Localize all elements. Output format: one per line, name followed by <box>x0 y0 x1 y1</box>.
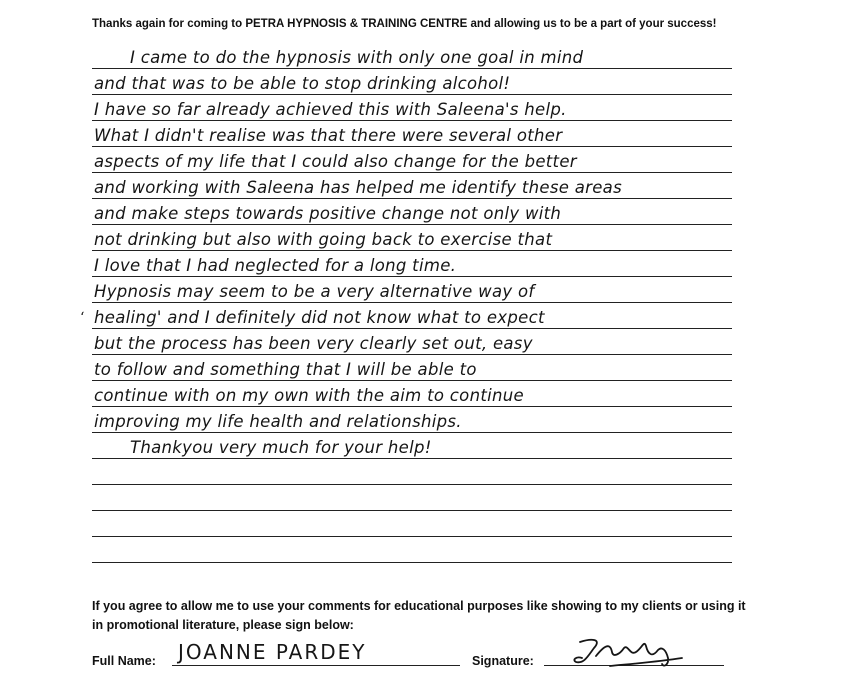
ruled-line <box>92 94 732 95</box>
ruled-line <box>92 302 732 303</box>
testimonial-line: not drinking but also with going back to exercise that <box>94 230 553 249</box>
ruled-line <box>92 198 732 199</box>
ruled-line <box>92 406 732 407</box>
ruled-line <box>92 146 732 147</box>
ruled-line <box>92 432 732 433</box>
ruled-line <box>92 380 732 381</box>
ruled-line <box>92 276 732 277</box>
testimonial-line: What I didn't realise was that there were several other <box>94 126 563 145</box>
ruled-line <box>92 484 732 485</box>
testimonial-line: and that was to be able to stop drinking alcohol! <box>94 74 511 93</box>
signature-row <box>92 640 732 670</box>
testimonial-line: but the process has been very clearly set out, easy <box>94 334 533 353</box>
testimonial-line: I came to do the hypnosis with only one goal in mind <box>130 48 584 67</box>
ruled-line <box>92 224 732 225</box>
ruled-line <box>92 510 732 511</box>
testimonial-line: and make steps towards positive change not only with <box>94 204 562 223</box>
ruled-line <box>92 458 732 459</box>
handwritten-signature[interactable] <box>570 636 690 670</box>
ruled-line <box>92 354 732 355</box>
testimonial-line: healing' and I definitely did not know what to expect <box>94 308 545 327</box>
form-intro-text: Thanks again for coming to PETRA HYPNOSIS & TRAINING CENTRE and allowing us to be a part of your success! <box>92 18 717 30</box>
testimonial-line: Hypnosis may seem to be a very alternative way of <box>94 282 535 301</box>
consent-text: If you agree to allow me to use your comments for educational purposes like showing to my clients or using it in promotional literature, please sign below: <box>92 599 746 632</box>
full-name-label: Full Name: <box>92 654 156 668</box>
opening-quote-mark: ‘ <box>80 310 85 326</box>
ruled-line <box>92 328 732 329</box>
signature-label: Signature: <box>472 654 534 668</box>
testimonial-line: I have so far already achieved this with Saleena's help. <box>94 100 567 119</box>
testimonial-line: improving my life health and relationships. <box>94 412 462 431</box>
ruled-line <box>92 562 732 563</box>
testimonial-line: Thankyou very much for your help! <box>130 438 432 457</box>
full-name-value[interactable]: JOANNE PARDEY <box>178 640 367 664</box>
testimonial-ruled-area <box>80 48 732 578</box>
testimonial-line: and working with Saleena has helped me identify these areas <box>94 178 622 197</box>
ruled-line <box>92 250 732 251</box>
ruled-line <box>92 120 732 121</box>
testimonial-line: to follow and something that I will be able to <box>94 360 477 379</box>
ruled-line <box>92 172 732 173</box>
ruled-line <box>92 68 732 69</box>
testimonial-line: continue with on my own with the aim to continue <box>94 386 524 405</box>
ruled-line <box>92 536 732 537</box>
testimonial-line: I love that I had neglected for a long time. <box>94 256 457 275</box>
full-name-line <box>172 665 460 666</box>
testimonial-line: aspects of my life that I could also change for the better <box>94 152 577 171</box>
